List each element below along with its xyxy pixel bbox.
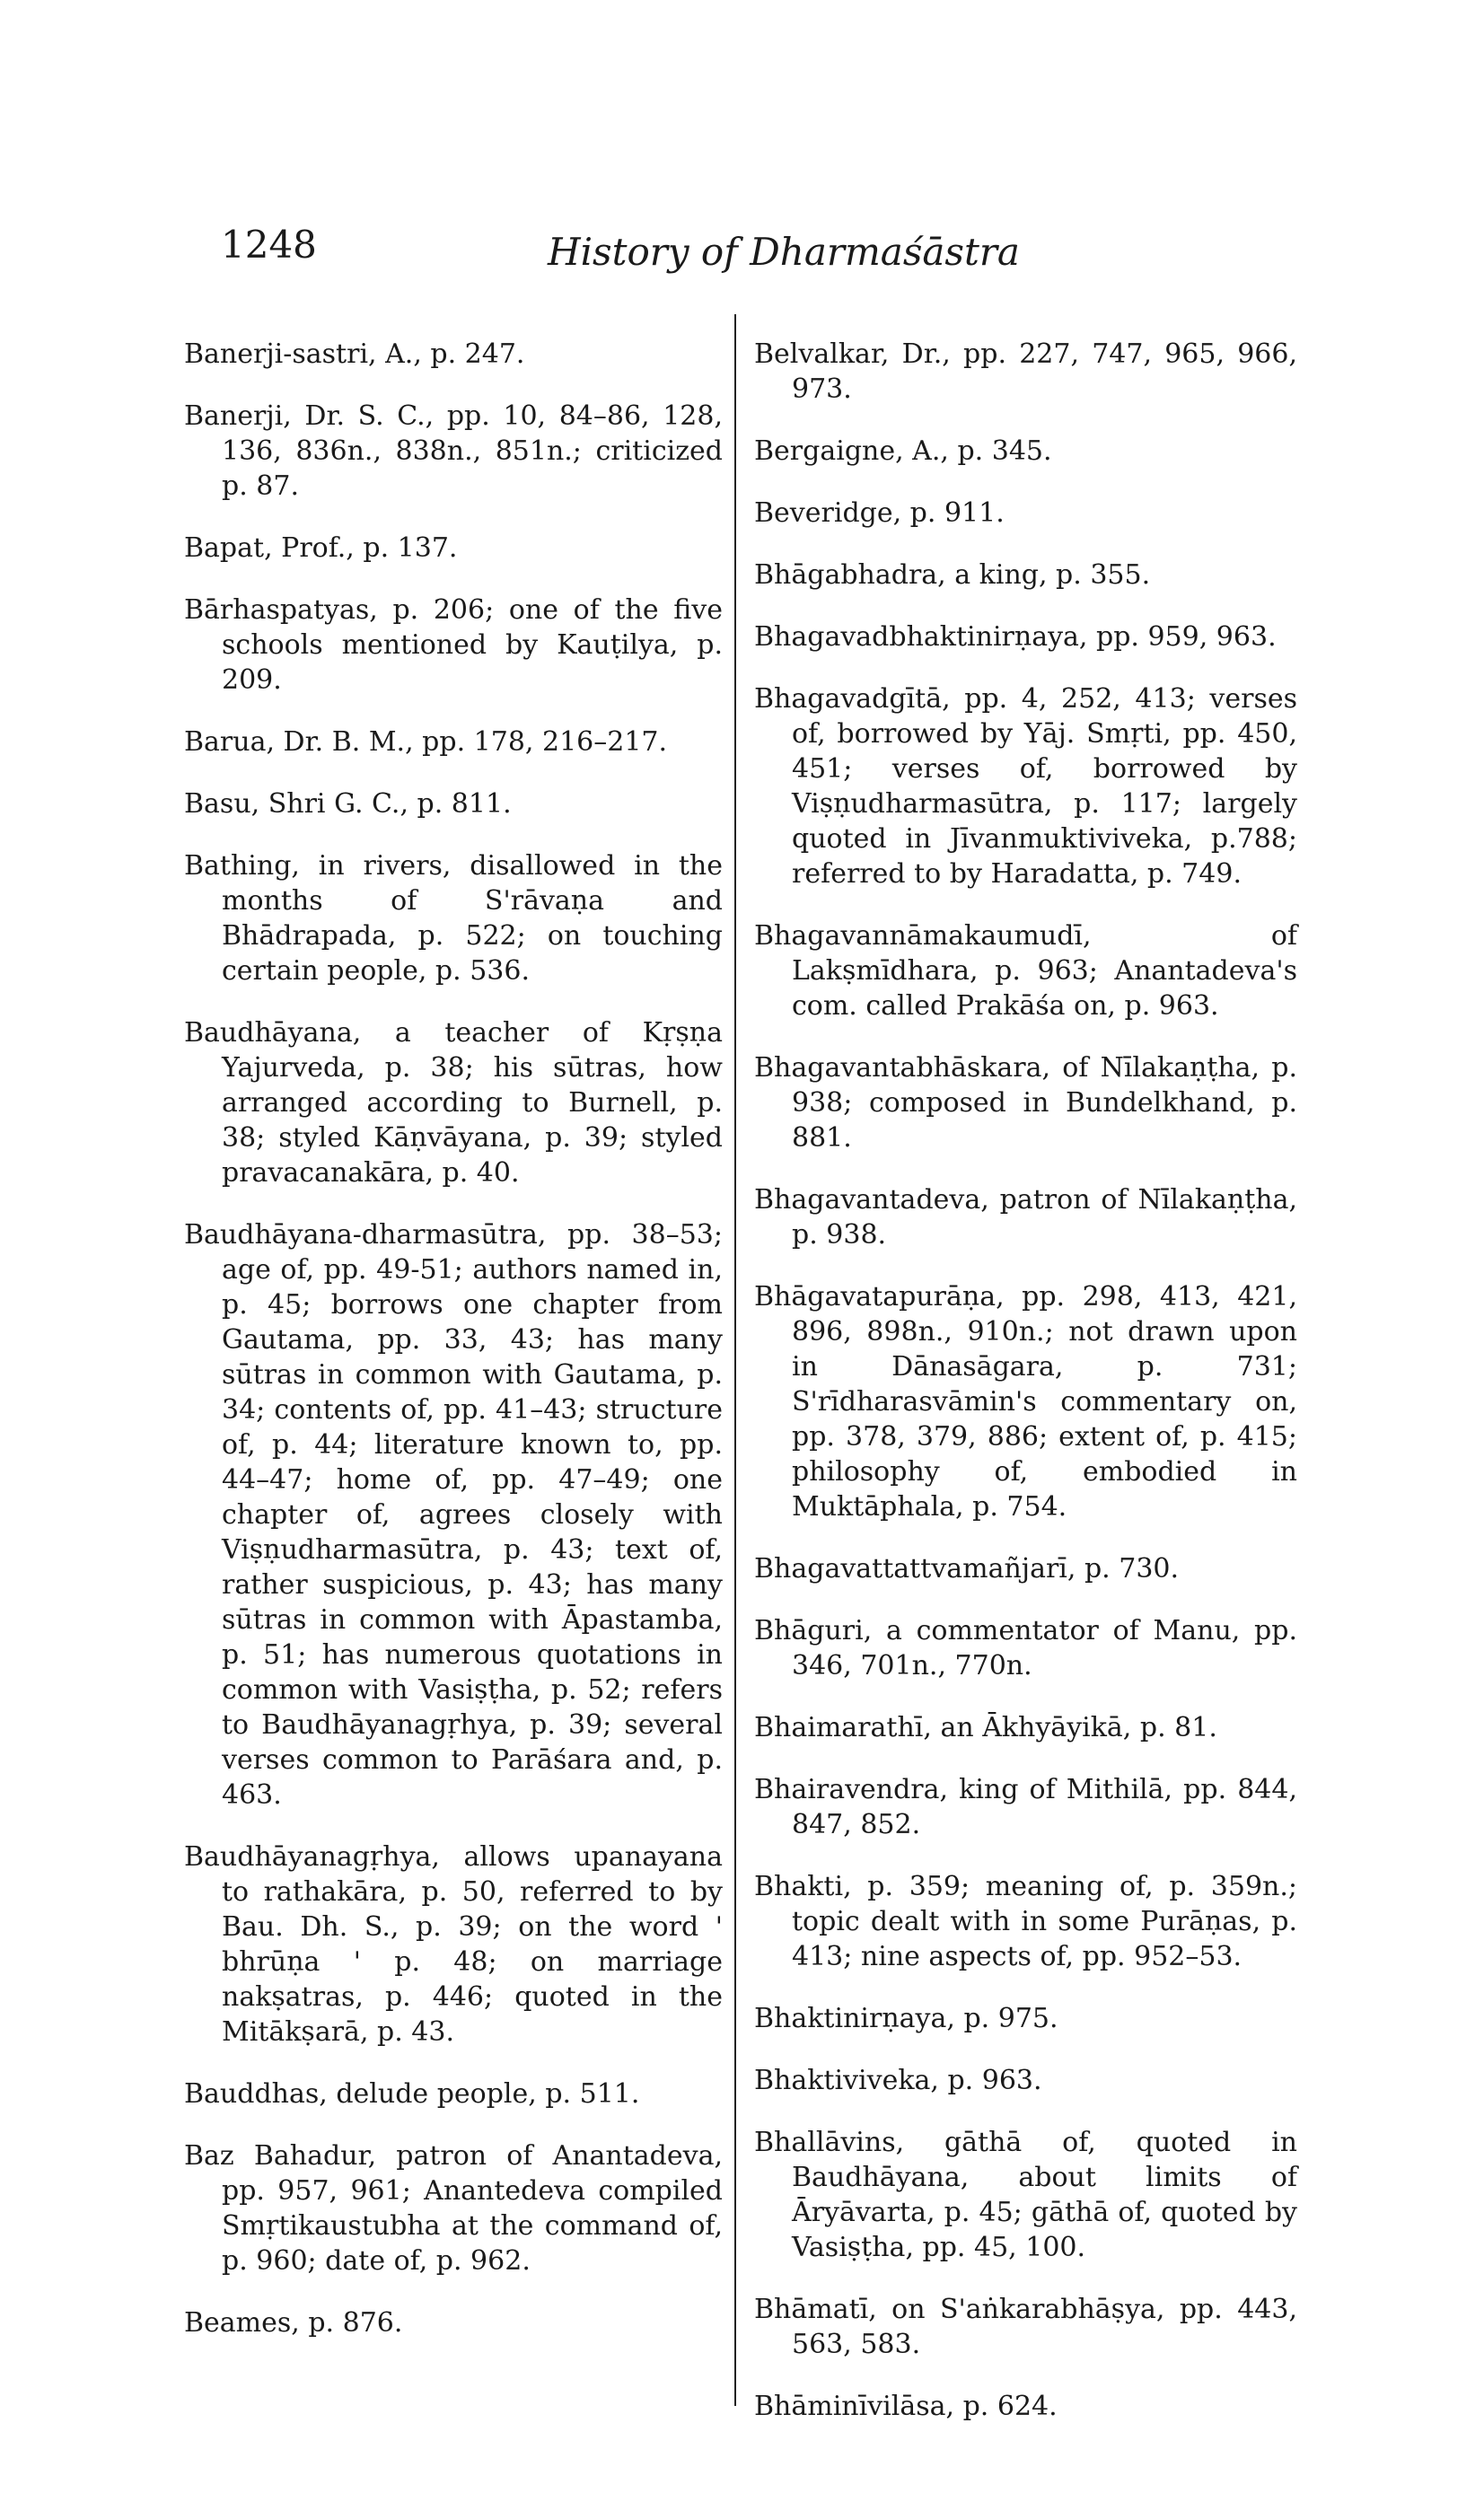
index-entry: Bhagavadgītā, pp. 4, 252, 413; verses of, borrowed by Yāj. Smṛti, pp. 450, 451; verses of, borrowed by Viṣṇudharmasūtra, p. 117; largely quoted in Jīvanmuktiviveka, p.788; referred to by Haradatta, p. 749. [754, 683, 1297, 890]
index-entry: Bhagavannāmakaumudī, of Lakṣmīdhara, p. 963; Anantadeva's com. called Prakāśa on, p. 963. [754, 920, 1297, 1022]
index-entry: Bapat, Prof., p. 137. [184, 532, 458, 564]
index-entry: Bhāmatī, on S'aṅkarabhāṣya, pp. 443, 563, 583. [754, 2294, 1297, 2360]
index-entry: Bhāgavatapurāṇa, pp. 298, 413, 421, 896, 898n., 910n.; not drawn upon in Dānasāgara, p. 731; S'rīdharasvāmin's commentary on, pp. 378, 379, 886; extent of, p. 415; philosophy of, embodied in Muktāphala, p. 754. [754, 1281, 1297, 1523]
index-entry: Baudhāyana, a teacher of Kṛṣṇa Yajurveda, p. 38; his sūtras, how arranged according to Burnell, p. 38; styled Kāṇvāyana, p. 39; styled pravacanakāra, p. 40. [184, 1017, 723, 1189]
index-entry: Bathing, in rivers, disallowed in the months of S'rāvaṇa and Bhādrapada, p. 522; on touching certain people, p. 536. [184, 850, 723, 987]
index-entry: Bhāguri, a commentator of Manu, pp. 346, 701n., 770n. [754, 1615, 1297, 1681]
index-entry: Barua, Dr. B. M., pp. 178, 216–217. [184, 726, 668, 758]
index-right-column [754, 310, 1297, 2435]
index-entry: Bhairavendra, king of Mithilā, pp. 844, 847, 852. [754, 1774, 1297, 1840]
index-entry: Baz Bahadur, patron of Anantadeva, pp. 957, 961; Anantedeva compiled Smṛtikaustubha at the command of, p. 960; date of, p. 962. [184, 2140, 723, 2277]
index-entry: Bhaktinirṇaya, p. 975. [754, 2003, 1058, 2034]
index-entry: Bhaimarathī, an Ākhyāyikā, p. 81. [754, 1712, 1217, 1743]
page-number: 1248 [221, 223, 317, 267]
index-entry: Bhāgabhadra, a king, p. 355. [754, 559, 1151, 591]
index-entry: Bhaktiviveka, p. 963. [754, 2065, 1042, 2096]
index-entry: Bhagavadbhaktinirṇaya, pp. 959, 963. [754, 621, 1277, 653]
index-entry: Bhagavantabhāskara, of Nīlakaṇṭha, p. 938; composed in Bundelkhand, p. 881. [754, 1052, 1297, 1154]
index-entry: Bhakti, p. 359; meaning of, p. 359n.; topic dealt with in some Purāṇas, p. 413; nine aspects of, pp. 952–53. [754, 1871, 1297, 1972]
index-entry: Belvalkar, Dr., pp. 227, 747, 965, 966, 973. [754, 338, 1297, 405]
index-entry: Bauddhas, delude people, p. 511. [184, 2078, 640, 2110]
index-entry: Bhāminīvilāsa, p. 624. [754, 2391, 1058, 2422]
index-entry: Bhagavattattvamañjarī, p. 730. [754, 1553, 1180, 1585]
index-entry: Bārhaspatyas, p. 206; one of the five schools mentioned by Kauṭilya, p. 209. [184, 594, 723, 696]
column-divider [734, 314, 736, 2406]
running-title: History of Dharmaśāstra [548, 230, 1020, 274]
index-entry: Beveridge, p. 911. [754, 497, 1005, 529]
index-entry: Bergaigne, A., p. 345. [754, 435, 1052, 467]
index-entry: Bhallāvins, gāthā of, quoted in Baudhāyana, about limits of Āryāvarta, p. 45; gāthā of, quoted by Vasiṣṭha, pp. 45, 100. [754, 2127, 1297, 2263]
index-entry: Beames, p. 876. [184, 2307, 403, 2339]
index-entry: Basu, Shri G. C., p. 811. [184, 788, 512, 820]
index-entry: Banerji-sastri, A., p. 247. [184, 338, 525, 370]
index-left-column [184, 310, 723, 2350]
index-entry: Bhagavantadeva, patron of Nīlakaṇṭha, p. 938. [754, 1184, 1297, 1251]
index-entry: Baudhāyanagṛhya, allows upanayana to rathakāra, p. 50, referred to by Bau. Dh. S., p. 39; on the word ' bhrūṇa ' p. 48; on marriage nakṣatras, p. 446; quoted in the Mitākṣarā, p. 43. [184, 1841, 723, 2048]
index-entry: Banerji, Dr. S. C., pp. 10, 84–86, 128, 136, 836n., 838n., 851n.; criticized p. 87. [184, 400, 723, 502]
index-entry: Baudhāyana-dharmasūtra, pp. 38–53; age of, pp. 49-51; authors named in, p. 45; borrows one chapter from Gautama, pp. 33, 43; has many sūtras in common with Gautama, p. 34; contents of, pp. 41–43; structure of, p. 44; literature known to, pp. 44–47; home of, pp. 47–49; one chapter of, agrees closely with Viṣṇudharmasūtra, p. 43; text of, rather suspicious, p. 43; has many sūtras in common with Āpastamba, p. 51; has numerous quotations in common with Vasiṣṭha, p. 52; refers to Baudhāyanagṛhya, p. 39; several verses common to Parāśara and, p. 463. [184, 1219, 723, 1811]
